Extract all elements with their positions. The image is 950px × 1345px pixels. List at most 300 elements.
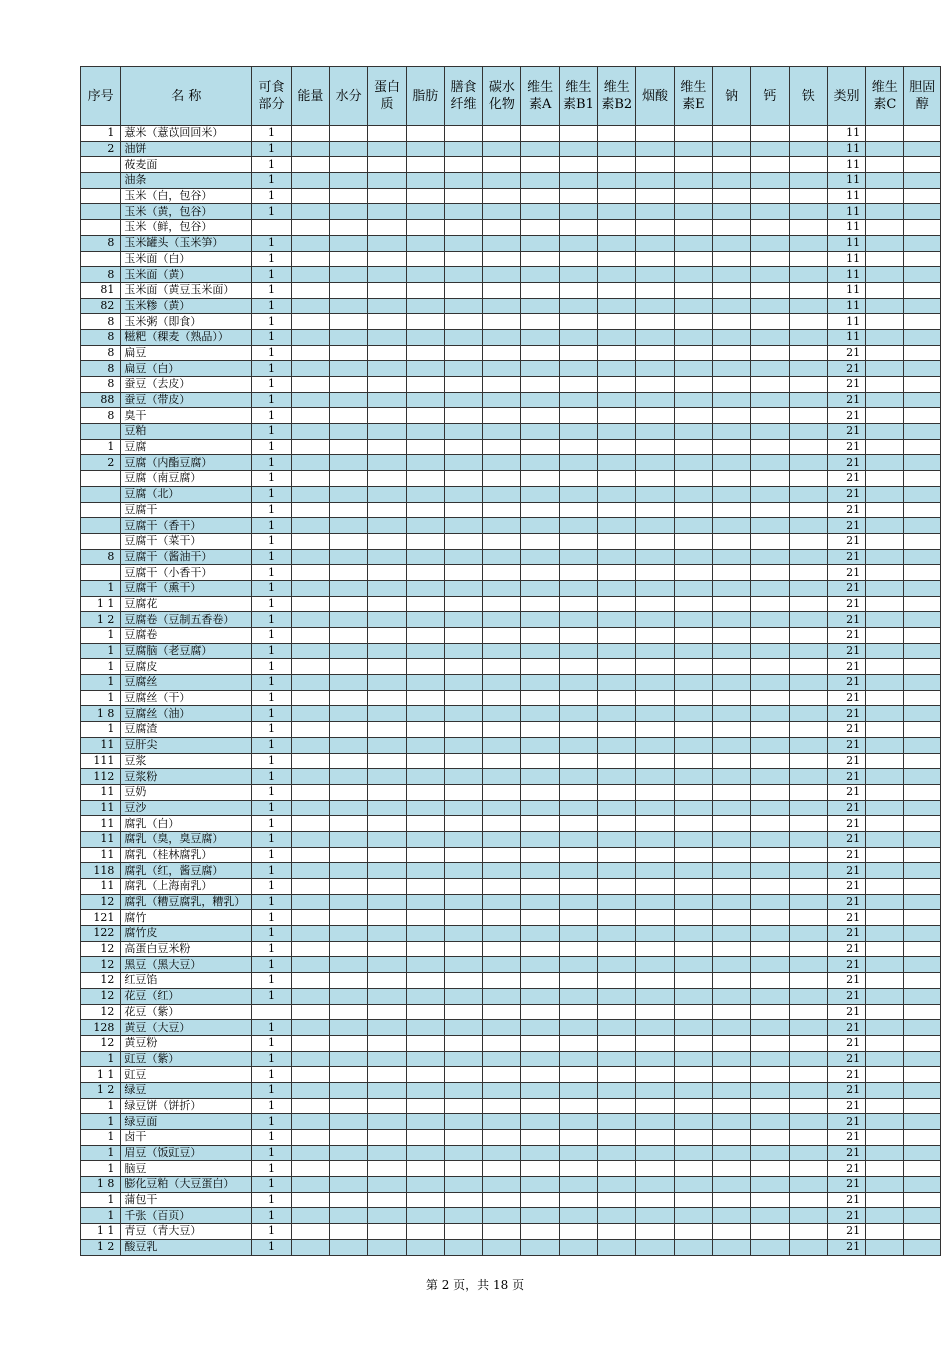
cell-category[interactable]: 21 [827,926,865,942]
cell-value[interactable] [904,235,941,251]
cell-value[interactable] [368,894,406,910]
cell-value[interactable] [521,267,559,283]
cell-value[interactable] [291,926,329,942]
cell-value[interactable] [751,957,789,973]
cell-value[interactable] [483,188,521,204]
cell-value[interactable] [330,1114,368,1130]
cell-value[interactable] [904,1051,941,1067]
cell-value[interactable] [291,298,329,314]
cell-value[interactable] [789,329,827,345]
cell-value[interactable] [444,831,482,847]
cell-value[interactable] [866,251,904,267]
cell-edible[interactable]: 1 [252,377,291,393]
cell-edible[interactable]: 1 [252,439,291,455]
cell-value[interactable] [751,973,789,989]
cell-value[interactable] [636,377,674,393]
cell-value[interactable] [751,988,789,1004]
cell-name[interactable]: 莜麦面 [121,157,252,173]
cell-value[interactable] [598,675,636,691]
cell-value[interactable] [636,455,674,471]
cell-value[interactable] [712,863,750,879]
cell-value[interactable] [406,628,444,644]
cell-value[interactable] [444,361,482,377]
cell-value[interactable] [598,267,636,283]
cell-value[interactable] [866,1067,904,1083]
cell-value[interactable] [521,1192,559,1208]
cell-value[interactable] [368,988,406,1004]
cell-category[interactable]: 21 [827,1208,865,1224]
cell-value[interactable] [330,894,368,910]
cell-value[interactable] [483,1161,521,1177]
cell-value[interactable] [406,1114,444,1130]
cell-index[interactable]: 8 [81,549,121,565]
cell-value[interactable] [444,612,482,628]
cell-value[interactable] [291,1004,329,1020]
cell-value[interactable] [789,910,827,926]
cell-value[interactable] [674,643,712,659]
cell-value[interactable] [789,1082,827,1098]
cell-value[interactable] [789,1208,827,1224]
cell-value[interactable] [368,612,406,628]
cell-value[interactable] [866,737,904,753]
cell-name[interactable]: 花豆（红） [121,988,252,1004]
cell-value[interactable] [904,957,941,973]
cell-value[interactable] [866,1004,904,1020]
cell-value[interactable] [444,486,482,502]
cell-category[interactable]: 21 [827,690,865,706]
cell-value[interactable] [559,957,597,973]
cell-value[interactable] [483,1192,521,1208]
cell-value[interactable] [291,486,329,502]
cell-value[interactable] [636,533,674,549]
cell-value[interactable] [789,957,827,973]
cell-value[interactable] [406,879,444,895]
cell-value[interactable] [712,643,750,659]
cell-value[interactable] [712,1145,750,1161]
cell-value[interactable] [598,329,636,345]
cell-value[interactable] [406,439,444,455]
cell-value[interactable] [674,628,712,644]
cell-value[interactable] [712,424,750,440]
cell-value[interactable] [330,816,368,832]
cell-category[interactable]: 21 [827,737,865,753]
cell-edible[interactable]: 1 [252,957,291,973]
cell-index[interactable] [81,220,121,236]
cell-value[interactable] [636,298,674,314]
cell-value[interactable] [368,518,406,534]
cell-value[interactable] [330,784,368,800]
cell-value[interactable] [444,329,482,345]
cell-category[interactable]: 21 [827,1224,865,1240]
cell-value[interactable] [406,863,444,879]
cell-value[interactable] [866,1177,904,1193]
cell-value[interactable] [712,1020,750,1036]
cell-name[interactable]: 豆浆 [121,753,252,769]
cell-value[interactable] [483,141,521,157]
cell-value[interactable] [636,565,674,581]
cell-value[interactable] [483,659,521,675]
cell-value[interactable] [674,1161,712,1177]
cell-value[interactable] [483,706,521,722]
cell-value[interactable] [330,957,368,973]
cell-value[interactable] [559,329,597,345]
cell-value[interactable] [904,455,941,471]
cell-value[interactable] [866,439,904,455]
cell-index[interactable]: 12 [81,894,121,910]
cell-value[interactable] [712,1051,750,1067]
cell-value[interactable] [483,251,521,267]
cell-index[interactable]: 1 1 [81,1067,121,1083]
cell-value[interactable] [291,1051,329,1067]
cell-index[interactable]: 12 [81,941,121,957]
cell-value[interactable] [751,1051,789,1067]
cell-category[interactable]: 21 [827,424,865,440]
cell-index[interactable]: 1 [81,1145,121,1161]
cell-value[interactable] [368,816,406,832]
cell-value[interactable] [330,1004,368,1020]
cell-value[interactable] [636,831,674,847]
cell-value[interactable] [674,282,712,298]
cell-value[interactable] [521,502,559,518]
cell-value[interactable] [866,1130,904,1146]
cell-value[interactable] [866,267,904,283]
cell-value[interactable] [712,612,750,628]
cell-value[interactable] [904,126,941,142]
cell-name[interactable]: 腐竹 [121,910,252,926]
cell-value[interactable] [789,690,827,706]
cell-value[interactable] [559,1239,597,1255]
cell-value[interactable] [866,957,904,973]
cell-value[interactable] [291,424,329,440]
cell-value[interactable] [406,1145,444,1161]
cell-value[interactable] [636,894,674,910]
cell-value[interactable] [712,471,750,487]
cell-value[interactable] [483,314,521,330]
cell-value[interactable] [674,659,712,675]
cell-value[interactable] [636,424,674,440]
cell-value[interactable] [866,533,904,549]
cell-value[interactable] [598,533,636,549]
cell-value[interactable] [751,596,789,612]
cell-value[interactable] [368,926,406,942]
cell-value[interactable] [712,329,750,345]
cell-value[interactable] [866,612,904,628]
cell-name[interactable]: 玉米（鲜，包谷） [121,220,252,236]
cell-value[interactable] [483,722,521,738]
cell-value[interactable] [904,596,941,612]
cell-value[interactable] [712,580,750,596]
cell-value[interactable] [483,957,521,973]
cell-value[interactable] [330,831,368,847]
cell-value[interactable] [636,361,674,377]
cell-value[interactable] [521,910,559,926]
cell-value[interactable] [712,1004,750,1020]
cell-value[interactable] [483,737,521,753]
cell-value[interactable] [521,329,559,345]
cell-value[interactable] [636,251,674,267]
cell-index[interactable]: 1 8 [81,706,121,722]
cell-value[interactable] [406,941,444,957]
cell-value[interactable] [598,549,636,565]
cell-value[interactable] [598,800,636,816]
cell-value[interactable] [559,706,597,722]
cell-name[interactable]: 黄豆（大豆） [121,1020,252,1036]
cell-value[interactable] [521,518,559,534]
cell-name[interactable]: 豆浆粉 [121,769,252,785]
cell-value[interactable] [751,392,789,408]
cell-value[interactable] [636,1192,674,1208]
cell-value[interactable] [866,126,904,142]
cell-value[interactable] [368,533,406,549]
cell-value[interactable] [598,220,636,236]
cell-value[interactable] [521,565,559,581]
cell-value[interactable] [444,1098,482,1114]
cell-value[interactable] [904,706,941,722]
cell-value[interactable] [291,628,329,644]
cell-name[interactable]: 脑豆 [121,1161,252,1177]
cell-edible[interactable]: 1 [252,1161,291,1177]
cell-category[interactable]: 21 [827,973,865,989]
cell-value[interactable] [789,675,827,691]
cell-index[interactable]: 1 [81,1098,121,1114]
cell-value[interactable] [559,471,597,487]
cell-value[interactable] [751,800,789,816]
cell-name[interactable]: 豆粕 [121,424,252,440]
cell-value[interactable] [866,220,904,236]
cell-value[interactable] [636,1035,674,1051]
cell-index[interactable]: 2 [81,141,121,157]
cell-value[interactable] [444,282,482,298]
cell-value[interactable] [598,1035,636,1051]
cell-value[interactable] [866,173,904,189]
cell-value[interactable] [444,424,482,440]
cell-value[interactable] [291,220,329,236]
cell-value[interactable] [598,894,636,910]
cell-value[interactable] [559,1224,597,1240]
cell-value[interactable] [406,1192,444,1208]
cell-category[interactable]: 21 [827,377,865,393]
cell-value[interactable] [636,973,674,989]
cell-value[interactable] [483,894,521,910]
cell-value[interactable] [291,1177,329,1193]
cell-edible[interactable]: 1 [252,643,291,659]
cell-value[interactable] [559,690,597,706]
cell-value[interactable] [789,455,827,471]
cell-index[interactable] [81,424,121,440]
cell-value[interactable] [483,1239,521,1255]
cell-value[interactable] [291,722,329,738]
cell-value[interactable] [674,126,712,142]
cell-name[interactable]: 蒲包干 [121,1192,252,1208]
cell-value[interactable] [559,926,597,942]
cell-value[interactable] [674,926,712,942]
cell-value[interactable] [751,314,789,330]
cell-value[interactable] [483,1035,521,1051]
cell-value[interactable] [521,988,559,1004]
cell-edible[interactable]: 1 [252,1145,291,1161]
cell-value[interactable] [712,486,750,502]
cell-name[interactable]: 花豆（紫） [121,1004,252,1020]
cell-name[interactable]: 豆腐丝（干） [121,690,252,706]
cell-category[interactable]: 21 [827,628,865,644]
cell-value[interactable] [866,549,904,565]
cell-name[interactable]: 油条 [121,173,252,189]
cell-value[interactable] [674,408,712,424]
cell-value[interactable] [291,706,329,722]
cell-value[interactable] [712,753,750,769]
cell-category[interactable]: 21 [827,659,865,675]
cell-value[interactable] [291,565,329,581]
cell-value[interactable] [904,188,941,204]
cell-value[interactable] [521,1004,559,1020]
cell-value[interactable] [636,173,674,189]
cell-value[interactable] [444,1067,482,1083]
cell-value[interactable] [368,800,406,816]
cell-value[interactable] [866,675,904,691]
cell-value[interactable] [521,282,559,298]
cell-name[interactable]: 油饼 [121,141,252,157]
cell-value[interactable] [904,392,941,408]
cell-index[interactable]: 1 [81,439,121,455]
cell-value[interactable] [636,847,674,863]
cell-value[interactable] [406,141,444,157]
cell-value[interactable] [483,628,521,644]
cell-value[interactable] [291,784,329,800]
cell-value[interactable] [330,141,368,157]
cell-value[interactable] [751,565,789,581]
cell-value[interactable] [521,298,559,314]
cell-value[interactable] [866,329,904,345]
cell-value[interactable] [866,926,904,942]
cell-value[interactable] [636,1051,674,1067]
cell-value[interactable] [674,220,712,236]
cell-value[interactable] [866,690,904,706]
cell-name[interactable]: 玉米粥（即食） [121,314,252,330]
cell-edible[interactable]: 1 [252,1224,291,1240]
cell-value[interactable] [751,643,789,659]
cell-category[interactable]: 21 [827,894,865,910]
cell-value[interactable] [521,643,559,659]
cell-value[interactable] [674,722,712,738]
cell-value[interactable] [521,612,559,628]
cell-value[interactable] [636,220,674,236]
cell-value[interactable] [444,1177,482,1193]
cell-edible[interactable]: 1 [252,361,291,377]
cell-value[interactable] [598,910,636,926]
cell-value[interactable] [444,204,482,220]
cell-value[interactable] [789,424,827,440]
cell-value[interactable] [866,282,904,298]
cell-value[interactable] [751,816,789,832]
cell-value[interactable] [789,737,827,753]
cell-value[interactable] [559,188,597,204]
cell-value[interactable] [674,439,712,455]
cell-category[interactable]: 21 [827,471,865,487]
cell-value[interactable] [674,847,712,863]
cell-value[interactable] [483,173,521,189]
cell-value[interactable] [598,235,636,251]
cell-edible[interactable]: 1 [252,1051,291,1067]
cell-value[interactable] [866,847,904,863]
cell-value[interactable] [521,157,559,173]
column-header[interactable]: 维生素E [674,67,712,126]
cell-name[interactable]: 玉米罐头（玉米笋） [121,235,252,251]
cell-value[interactable] [636,314,674,330]
cell-value[interactable] [904,486,941,502]
cell-value[interactable] [636,816,674,832]
cell-value[interactable] [904,1035,941,1051]
cell-value[interactable] [636,235,674,251]
cell-value[interactable] [444,769,482,785]
cell-value[interactable] [866,1208,904,1224]
cell-index[interactable]: 1 1 [81,596,121,612]
cell-value[interactable] [483,220,521,236]
cell-value[interactable] [636,596,674,612]
cell-value[interactable] [789,1130,827,1146]
cell-value[interactable] [904,298,941,314]
cell-value[interactable] [330,377,368,393]
cell-value[interactable] [521,455,559,471]
cell-edible[interactable]: 1 [252,879,291,895]
cell-category[interactable]: 21 [827,847,865,863]
cell-value[interactable] [368,1130,406,1146]
cell-name[interactable]: 玉米（黄，包谷） [121,204,252,220]
cell-value[interactable] [598,251,636,267]
cell-category[interactable]: 11 [827,251,865,267]
cell-value[interactable] [674,235,712,251]
cell-value[interactable] [330,533,368,549]
cell-value[interactable] [406,1035,444,1051]
cell-value[interactable] [291,204,329,220]
cell-value[interactable] [712,282,750,298]
cell-value[interactable] [674,471,712,487]
cell-value[interactable] [751,847,789,863]
column-header[interactable]: 水分 [330,67,368,126]
cell-edible[interactable]: 1 [252,675,291,691]
cell-value[interactable] [559,1114,597,1130]
cell-value[interactable] [674,565,712,581]
cell-value[interactable] [674,502,712,518]
cell-index[interactable]: 1 [81,580,121,596]
cell-value[interactable] [406,220,444,236]
cell-value[interactable] [751,220,789,236]
cell-value[interactable] [904,361,941,377]
cell-index[interactable]: 8 [81,267,121,283]
cell-value[interactable] [483,769,521,785]
cell-value[interactable] [751,831,789,847]
cell-value[interactable] [712,1130,750,1146]
cell-value[interactable] [789,314,827,330]
cell-value[interactable] [712,173,750,189]
cell-value[interactable] [904,1114,941,1130]
cell-value[interactable] [368,675,406,691]
cell-value[interactable] [866,565,904,581]
cell-value[interactable] [559,518,597,534]
cell-value[interactable] [598,282,636,298]
cell-value[interactable] [751,1035,789,1051]
cell-value[interactable] [368,282,406,298]
cell-value[interactable] [406,800,444,816]
cell-value[interactable] [866,988,904,1004]
cell-value[interactable] [291,549,329,565]
cell-value[interactable] [789,816,827,832]
cell-category[interactable]: 21 [827,831,865,847]
cell-value[interactable] [751,282,789,298]
cell-value[interactable] [598,157,636,173]
cell-value[interactable] [291,1067,329,1083]
cell-name[interactable]: 玉米面（黄） [121,267,252,283]
cell-value[interactable] [406,251,444,267]
